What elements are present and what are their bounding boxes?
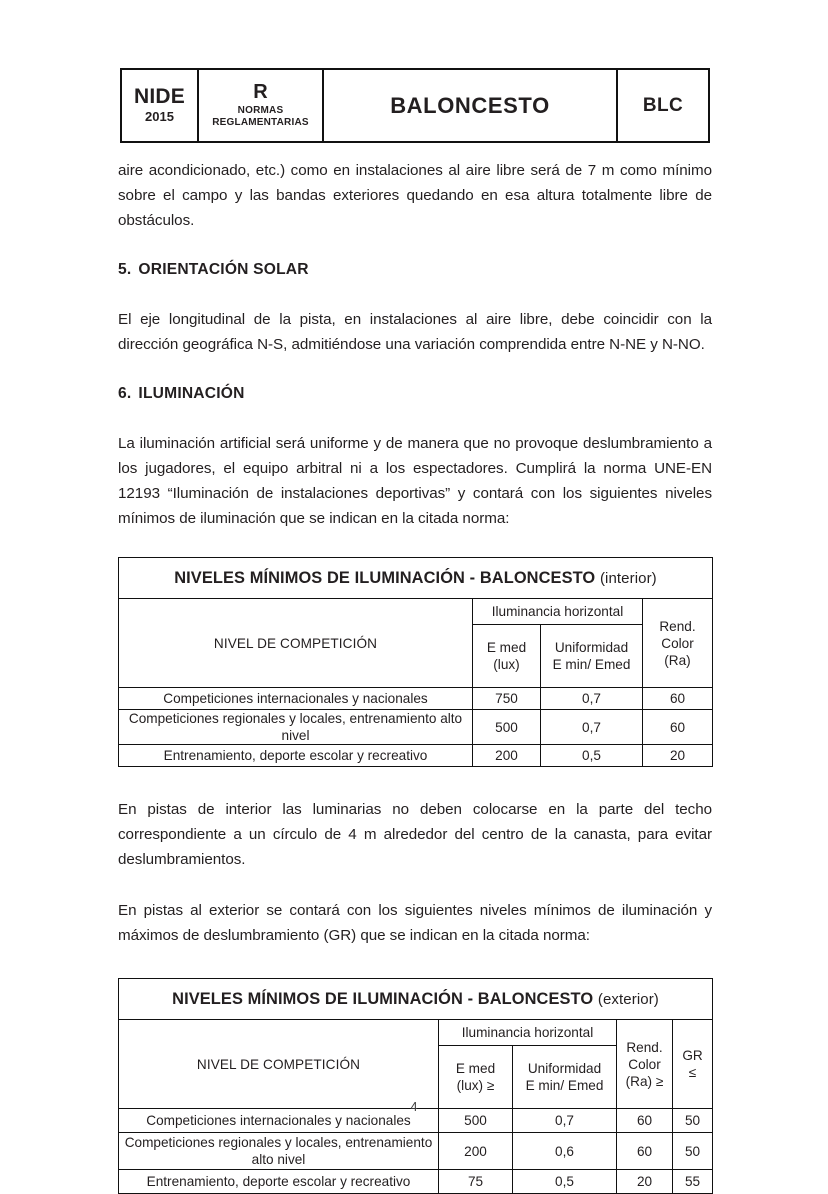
document-header-banner bbox=[120, 68, 710, 143]
nide-year: 2015 bbox=[145, 108, 174, 124]
table-interior-header-nivel: NIVEL DE COMPETICIÓN bbox=[119, 599, 473, 688]
table-interior-header-unif-l1: Uniformidad bbox=[554, 640, 629, 655]
table-exterior-title bbox=[119, 979, 713, 1020]
table-exterior-row0-emed: 500 bbox=[439, 1109, 513, 1133]
table-exterior-header-gr-l1: GR bbox=[682, 1048, 703, 1063]
table-niveles-iluminacion-exterior bbox=[118, 978, 713, 1194]
table-interior-title-row bbox=[119, 558, 713, 599]
normas-line2: REGLAMENTARIAS bbox=[212, 117, 309, 128]
table-row bbox=[119, 1170, 713, 1194]
table-exterior-row1-rend: 60 bbox=[617, 1133, 673, 1170]
header-cell-nide bbox=[122, 70, 199, 141]
table-exterior-header-gr bbox=[673, 1020, 713, 1109]
table-interior-title-paren: (interior) bbox=[599, 569, 657, 587]
paragraph-before-table-exterior: En pistas al exterior se contará con los siguientes niveles mínimos de iluminación y máximos de deslumbramiento (GR) que se indican en la citada norma: bbox=[118, 902, 712, 944]
table-interior-row1-rend: 60 bbox=[643, 710, 713, 745]
table-interior-row2-rend: 20 bbox=[643, 745, 713, 767]
table-niveles-iluminacion-interior bbox=[118, 557, 713, 767]
table-interior-row0-emed: 750 bbox=[473, 688, 541, 710]
table-interior-row0-rend: 60 bbox=[643, 688, 713, 710]
table-exterior-row0-level: Competiciones internacionales y nacionales bbox=[119, 1109, 439, 1133]
intro-paragraph: aire acondicionado, etc.) como en instalaciones al aire libre será de 7 m como mínimo sobre el campo y las bandas exteriores quedando en esa altura totalmente libre de obstáculos. bbox=[118, 162, 712, 229]
table-exterior-row2-emed: 75 bbox=[439, 1170, 513, 1194]
table-interior-header-emed-l1: E med bbox=[486, 640, 527, 655]
table-exterior-row0-gr: 50 bbox=[673, 1109, 713, 1133]
table-row bbox=[119, 710, 713, 745]
page-number: 4 bbox=[410, 1100, 418, 1114]
table-exterior-wrapper bbox=[118, 978, 712, 1194]
table-exterior-row2-level: Entrenamiento, deporte escolar y recreativo bbox=[119, 1170, 439, 1194]
table-exterior-header-rend-l2: Color bbox=[628, 1056, 661, 1072]
normas-line1: NORMAS bbox=[237, 104, 284, 116]
table-row bbox=[119, 745, 713, 767]
table-interior-title bbox=[119, 558, 713, 599]
header-cell-sport-code bbox=[618, 70, 708, 141]
sport-code: BLC bbox=[642, 94, 684, 116]
section5-paragraph: El eje longitudinal de la pista, en instalaciones al aire libre, debe coincidir con la dirección geográfica N-S, admitiéndose una variación comprendida entre N-NE y N-NO. bbox=[118, 311, 712, 353]
table-exterior-row1-unif: 0,6 bbox=[513, 1133, 617, 1170]
table-exterior-header-unif-l1: Uniformidad bbox=[527, 1061, 602, 1076]
table-interior-row2-emed: 200 bbox=[473, 745, 541, 767]
table-exterior-header-rend-color bbox=[617, 1020, 673, 1109]
section-heading-iluminacion bbox=[118, 383, 712, 405]
table-interior-row1-emed: 500 bbox=[473, 710, 541, 745]
table-exterior-header-unif-l2: E min/ Emed bbox=[525, 1078, 604, 1093]
section-heading-orientacion-solar bbox=[118, 259, 712, 281]
table-interior-row2-level: Entrenamiento, deporte escolar y recreativo bbox=[119, 745, 473, 767]
normas-letter: R bbox=[253, 80, 268, 103]
table-exterior-title-main: NIVELES MÍNIMOS DE ILUMINACIÓN - BALONCESTO bbox=[172, 989, 594, 1008]
table-exterior-header-emed-l2: (lux) ≥ bbox=[456, 1078, 495, 1093]
table-interior-wrapper bbox=[118, 557, 712, 767]
section-number-5: 5. bbox=[118, 261, 132, 278]
table-exterior-header-row-1 bbox=[119, 1020, 713, 1046]
table-interior-row1-level: Competiciones regionales y locales, entrenamiento alto nivel bbox=[119, 710, 473, 745]
table-exterior-row2-rend: 20 bbox=[617, 1170, 673, 1194]
table-interior-header-uniformidad bbox=[541, 625, 643, 688]
table-exterior-row2-unif: 0,5 bbox=[513, 1170, 617, 1194]
nide-label: NIDE bbox=[134, 84, 185, 108]
header-cell-normas bbox=[199, 70, 324, 141]
table-exterior-header-gr-l2: ≤ bbox=[688, 1065, 697, 1080]
table-interior-header-emed bbox=[473, 625, 541, 688]
table-interior-row1-unif: 0,7 bbox=[541, 710, 643, 745]
table-exterior-header-rend-l3: (Ra) ≥ bbox=[625, 1073, 664, 1089]
table-interior-row2-unif: 0,5 bbox=[541, 745, 643, 767]
table-interior-row0-unif: 0,7 bbox=[541, 688, 643, 710]
table-interior-title-main: NIVELES MÍNIMOS DE ILUMINACIÓN - BALONCESTO bbox=[174, 568, 596, 587]
table-exterior-row1-gr: 50 bbox=[673, 1133, 713, 1170]
document-body bbox=[118, 158, 712, 1194]
table-row bbox=[119, 1133, 713, 1170]
table-exterior-header-rend-l1: Rend. bbox=[626, 1039, 663, 1055]
header-cell-sport-title bbox=[324, 70, 618, 141]
paragraph-after-table-interior: En pistas de interior las luminarias no deben colocarse en la parte del techo correspondiente a un círculo de 4 m alrededor del centro de la canasta, para evitar deslumbramientos. bbox=[118, 801, 712, 868]
section6-paragraph: La iluminación artificial será uniforme y de manera que no provoque deslumbramiento a los jugadores, el equipo arbitral ni a los espectadores. Cumplirá la norma UNE-EN 12193 “Iluminación de instalaciones deportivas” y contará con los siguientes niveles mínimos de iluminación que se indican en la citada norma: bbox=[118, 435, 712, 527]
table-interior-header-iluminancia: Iluminancia horizontal bbox=[473, 599, 643, 625]
table-exterior-header-nivel: NIVEL DE COMPETICIÓN bbox=[119, 1020, 439, 1109]
table-interior-header-emed-l2: (lux) bbox=[493, 657, 520, 672]
table-interior-header-rend-l3: (Ra) bbox=[664, 652, 691, 668]
section-number-6: 6. bbox=[118, 385, 132, 402]
table-exterior-title-row bbox=[119, 979, 713, 1020]
table-interior-header-rend-l2: Color bbox=[661, 635, 694, 651]
table-exterior-row1-emed: 200 bbox=[439, 1133, 513, 1170]
table-interior-header-rend-color bbox=[643, 599, 713, 688]
section-title-6: ILUMINACIÓN bbox=[138, 385, 245, 402]
table-exterior-header-iluminancia: Iluminancia horizontal bbox=[439, 1020, 617, 1046]
table-exterior-row1-level: Competiciones regionales y locales, entrenamiento alto nivel bbox=[119, 1133, 439, 1170]
table-interior-header-row-1 bbox=[119, 599, 713, 625]
sport-title: BALONCESTO bbox=[390, 92, 550, 118]
table-exterior-title-paren: (exterior) bbox=[597, 990, 659, 1008]
section-title-5: ORIENTACIÓN SOLAR bbox=[138, 261, 309, 278]
table-exterior-row2-gr: 55 bbox=[673, 1170, 713, 1194]
table-row bbox=[119, 688, 713, 710]
table-interior-row0-level: Competiciones internacionales y nacionales bbox=[119, 688, 473, 710]
table-interior-header-rend-l1: Rend. bbox=[659, 618, 696, 634]
table-interior-header-unif-l2: E min/ Emed bbox=[552, 657, 631, 672]
table-exterior-row0-unif: 0,7 bbox=[513, 1109, 617, 1133]
table-exterior-row0-rend: 60 bbox=[617, 1109, 673, 1133]
table-exterior-header-emed-l1: E med bbox=[455, 1061, 496, 1076]
